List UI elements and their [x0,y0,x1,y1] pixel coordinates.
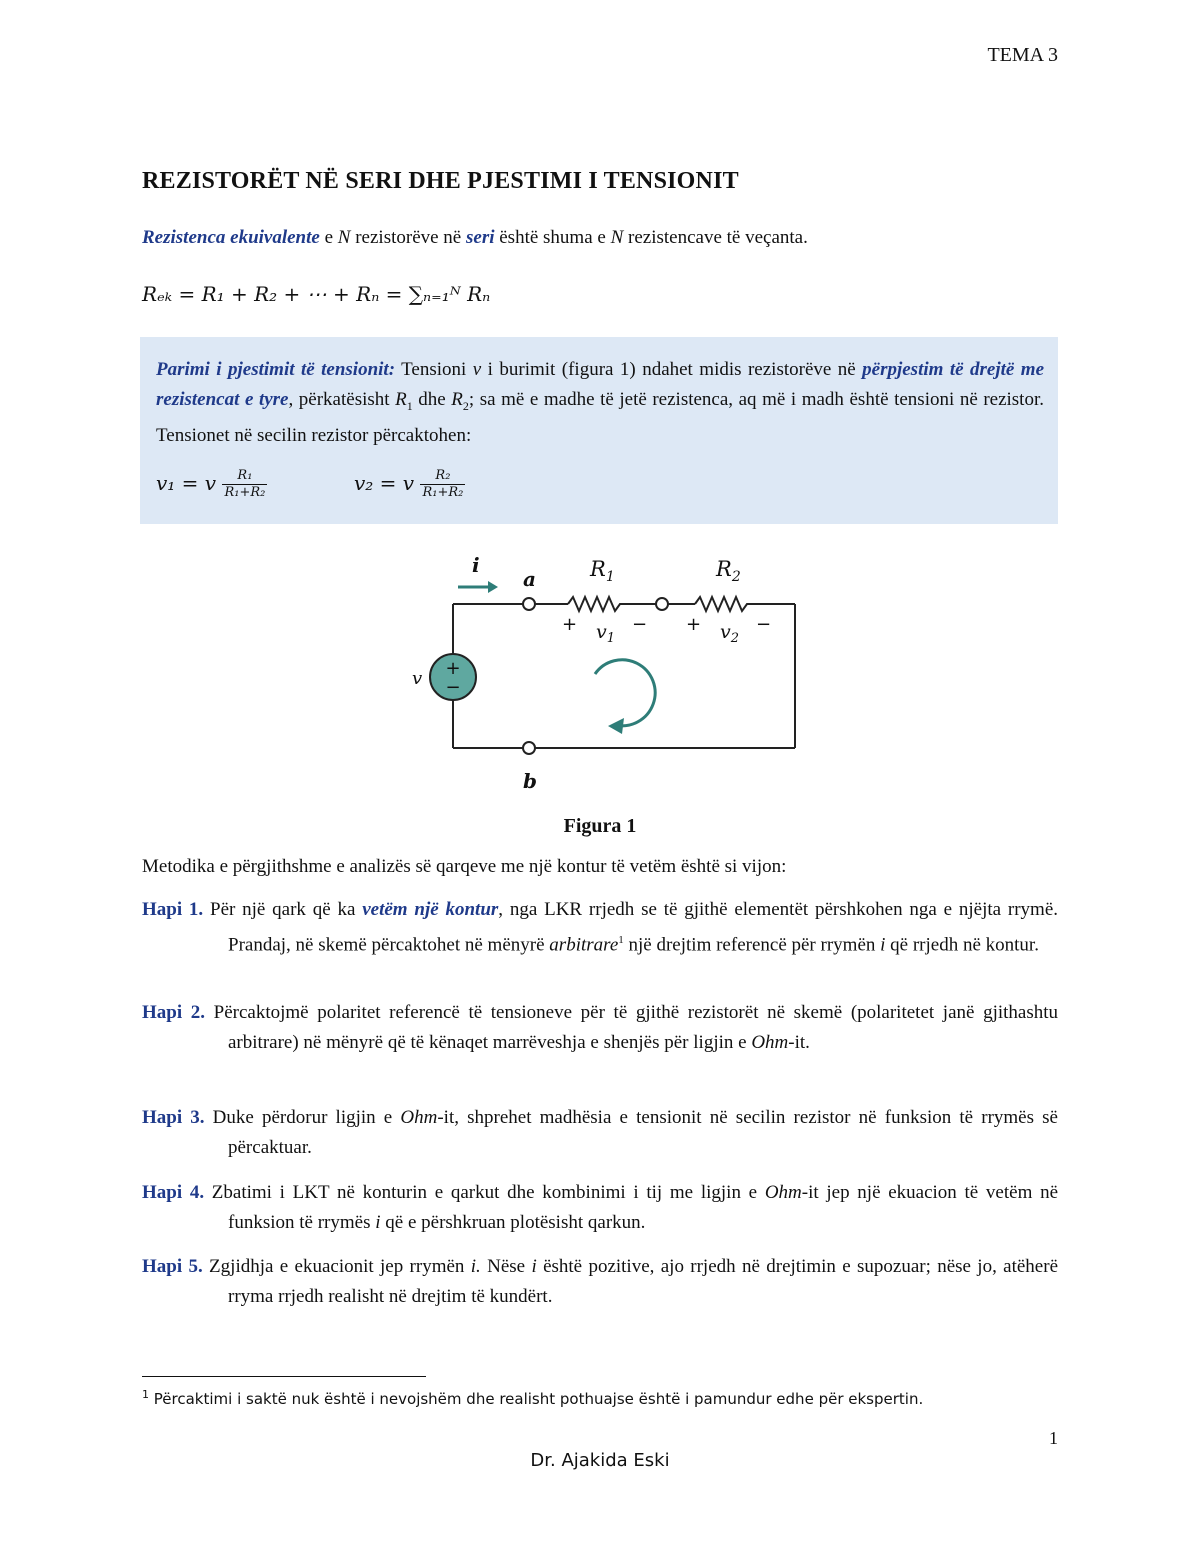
intro-n: N [610,227,624,248]
step-3-text: Duke përdorur ligjin e [204,1107,401,1128]
step-2-text: -it. [788,1032,810,1053]
v1-label [596,621,615,646]
loop-current-arc [595,660,655,726]
step-2-label: Hapi 2. [142,1002,206,1023]
box-term: Parimi i pjestimit të tensionit: [156,359,396,380]
footnote-mark: 1 [142,1388,149,1401]
footnote-ref[interactable]: 1 [618,934,624,946]
v1-denominator: R₁+R₂ [224,485,266,500]
step-4 [142,1178,1058,1238]
footnote-text: Përcaktimi i saktë nuk është i nevojshëm dhe realisht pothuajse është i pamundur edhe për ekspertin. [149,1390,924,1408]
r1-label [589,557,615,585]
step-5-text: Nëse [480,1256,532,1277]
intro-text: e [319,227,338,248]
step-3-label: Hapi 3. [142,1107,205,1128]
step-1-text: , nga LKR rrjedh se të gjithë elementët përshkohen nga e njëjta rrymë. Prandaj, në skemë përcaktohet në mënyrë [228,899,1058,956]
intro-paragraph [142,223,808,253]
v1-letter: v [596,621,607,643]
step-5-i: i [531,1256,537,1277]
node-a-terminal [523,598,535,610]
v2-label [720,621,739,646]
step-2-ohm: Ohm [751,1032,789,1053]
box-text: , përkatësisht [288,389,396,410]
node-a-label: a [523,567,536,591]
v2-numerator: R₂ [420,468,465,485]
box-emphasis: përpjestim të drejtë me rezistencat e tyre [156,359,1045,410]
v1-fraction [222,468,267,501]
figure-caption: Figura 1 [563,815,637,837]
step-3 [142,1103,1058,1163]
v1-plus: + [562,614,578,635]
step-1-text: Për një qark që ka [203,899,363,920]
v1-equation [156,468,267,501]
step-5-i: i. [470,1256,481,1277]
r1-letter: R [590,557,606,581]
voltage-divider-text [156,355,1044,451]
box-r1: R [395,389,407,410]
step-3-ohm: Ohm [400,1107,438,1128]
v1-sub: 1 [606,631,616,646]
step-5-text: është pozitive, ajo rrjedh në drejtimin e supozuar; nëse jo, atëherë rryma rrjedh realisht në drejtim të kundërt. [228,1256,1059,1307]
box-r2: R [451,389,463,410]
step-4-i: i [375,1212,381,1233]
loop-current-arrowhead [608,718,624,734]
resistor-r1 [568,597,628,611]
step-1-emphasis: vetëm një kontur [362,899,499,920]
source-plus: + [445,658,461,679]
intro-term: Rezistenca ekuivalente [142,227,320,248]
v2-minus: − [756,614,772,635]
v2-fraction [420,468,465,501]
step-1-label: Hapi 1. [142,899,204,920]
footnote-divider [142,1376,426,1377]
current-label: i [472,553,480,577]
step-5-text: Zgjidhja e ekuacionit jep rrymën [202,1256,471,1277]
step-1-i: i [880,934,886,956]
v2-sub: 2 [730,631,740,646]
resistor-r2 [695,597,756,611]
v1-numerator: R₁ [222,468,267,485]
v2-letter: v [720,621,731,643]
v2-denominator: R₁+R₂ [422,485,464,500]
author: Dr. Ajakida Eski [530,1450,670,1471]
r1-sub: 1 [605,569,615,585]
intro-text: është shuma e [494,227,611,248]
box-text: dhe [412,389,452,410]
step-2-text: Përcaktojmë polaritet referencë të tensioneve për të gjithë rezistorët në skemë (polaritetet janë gjithashtu arbitrare) në mënyrë që të kënaqet marrëveshja e shenjës për ligjin e [205,1002,1059,1053]
box-text: i burimit (figura 1) ndahet midis rezistorëve në [481,359,863,380]
step-5 [142,1252,1058,1312]
step-2 [142,998,1058,1058]
box-text: Tensioni [395,359,473,380]
step-1-text: që rrjedh në kontur. [885,934,1039,956]
step-1-arbitrary: arbitrare [549,934,619,956]
step-4-text: që e përshkruan plotësisht qarkun. [380,1212,646,1233]
box-r1-sub: 1 [406,398,413,413]
step-4-text: Zbatimi i LKT në konturin e qarkut dhe kombinimi i tij me ligjin e [204,1182,765,1203]
node-b-label: b [523,769,537,793]
r2-letter: R [716,557,732,581]
box-v: v [472,359,482,380]
series-circuit-diagram [390,550,820,800]
source-label: v [412,668,423,689]
page-header: TEMA 3 [987,44,1058,66]
r2-sub: 2 [731,569,741,585]
step-5-label: Hapi 5. [142,1256,203,1277]
step-3-text: -it, shprehet madhësia e tensionit në secilin rezistor në funksion të rrymës së përcaktuar. [228,1107,1058,1158]
intro-n: N [337,227,351,248]
v2-eq-left: v₂ = v [354,471,415,495]
box-text: ; sa më e madhe të jetë rezistenca, aq më i madh është tensioni në rezistor. Tensionet në secilin rezistor përcaktohen: [156,389,1044,446]
intro-seri: seri [466,227,495,248]
footnote [142,1388,923,1408]
source-minus: − [445,677,461,698]
v1-eq-left: v₁ = v [156,471,217,495]
v2-plus: + [686,614,702,635]
step-1 [142,895,1058,960]
intro-text: rezistencave të veçanta. [623,227,808,248]
r2-label [715,557,741,585]
v2-equation [354,468,465,501]
page-title: REZISTORËT NË SERI DHE PJESTIMI I TENSIONIT [142,168,739,194]
step-4-label: Hapi 4. [142,1182,205,1203]
step-4-ohm: Ohm [764,1182,802,1203]
method-intro: Metodika e përgjithshme e analizës së qarqeve me një kontur të vetëm është si vijon: [142,856,787,877]
step-1-text: një drejtim referencë për rrymën [623,934,881,956]
equivalent-resistance-formula: Rₑₖ = R₁ + R₂ + ⋯ + Rₙ = ∑ₙ₌₁ᴺ Rₙ [142,282,491,306]
current-arrow-head [488,581,498,593]
page-number: 1 [1049,1428,1058,1448]
node-middle-terminal [656,598,668,610]
step-4-text: -it jep një ekuacion të vetëm në funksion të rrymës [228,1182,1058,1233]
box-r2-sub: 2 [462,398,469,413]
intro-text: rezistorëve në [350,227,466,248]
node-b-terminal [523,742,535,754]
v1-minus: − [632,614,648,635]
